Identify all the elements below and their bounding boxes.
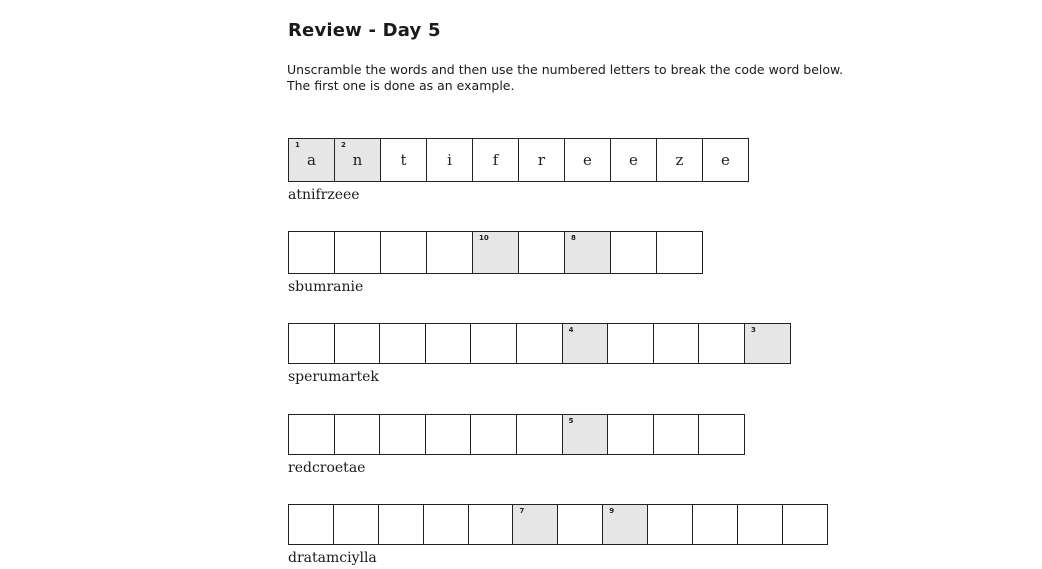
- letter-box[interactable]: [693, 504, 738, 545]
- letter-box[interactable]: [611, 138, 657, 182]
- letter-box-row: [288, 231, 703, 274]
- letter-box[interactable]: [426, 414, 472, 455]
- letter-box[interactable]: [654, 323, 700, 364]
- letter-box[interactable]: [657, 231, 703, 274]
- letter-box-row: [288, 138, 749, 182]
- code-number: 7: [519, 507, 525, 515]
- code-number: 2: [341, 141, 346, 149]
- box-letter: e: [583, 151, 592, 169]
- letter-box[interactable]: [380, 323, 426, 364]
- puzzle-3: [288, 323, 791, 385]
- puzzle-4: [288, 414, 745, 476]
- letter-box[interactable]: [699, 323, 745, 364]
- code-number: 1: [295, 141, 300, 149]
- letter-box[interactable]: [745, 323, 791, 364]
- letter-box[interactable]: [471, 414, 517, 455]
- letter-box[interactable]: [379, 504, 424, 545]
- box-letter: i: [447, 151, 452, 169]
- box-letter: e: [721, 151, 730, 169]
- letter-box[interactable]: [657, 138, 703, 182]
- letter-box[interactable]: [469, 504, 514, 545]
- letter-box[interactable]: [519, 138, 565, 182]
- code-number: 5: [568, 417, 574, 425]
- box-letter: z: [675, 151, 684, 169]
- letter-box[interactable]: [289, 231, 335, 274]
- letter-box[interactable]: [611, 231, 657, 274]
- letter-box[interactable]: [699, 414, 745, 455]
- letter-box[interactable]: [471, 323, 517, 364]
- code-number: 8: [571, 234, 576, 242]
- letter-box[interactable]: [513, 504, 558, 545]
- letter-box[interactable]: [380, 414, 426, 455]
- scrambled-word: dratamciylla: [288, 550, 377, 566]
- scrambled-word: atnifrzeee: [288, 187, 360, 203]
- letter-box[interactable]: [565, 231, 611, 274]
- code-number: 9: [609, 507, 615, 515]
- letter-box[interactable]: [783, 504, 828, 545]
- code-number: 4: [568, 326, 574, 334]
- letter-box[interactable]: [608, 323, 654, 364]
- letter-box[interactable]: [381, 231, 427, 274]
- code-number: 10: [479, 234, 489, 242]
- letter-box[interactable]: [381, 138, 427, 182]
- scrambled-word: redcroetae: [288, 460, 366, 476]
- letter-box[interactable]: [334, 504, 379, 545]
- puzzle-5: [288, 504, 828, 566]
- letter-box[interactable]: [603, 504, 648, 545]
- box-letter: n: [352, 151, 363, 169]
- puzzle-1: [288, 138, 749, 203]
- instruction-line: The first one is done as an example.: [287, 78, 515, 93]
- letter-box[interactable]: [426, 323, 472, 364]
- letter-box[interactable]: [289, 138, 335, 182]
- letter-box[interactable]: [558, 504, 603, 545]
- letter-box[interactable]: [517, 414, 563, 455]
- box-letter: a: [307, 151, 316, 169]
- letter-box[interactable]: [473, 231, 519, 274]
- letter-box-row: [288, 414, 745, 455]
- code-number: 3: [750, 326, 756, 334]
- letter-box[interactable]: [335, 138, 381, 182]
- instruction-line: Unscramble the words and then use the numbered letters to break the code word below.: [287, 62, 844, 77]
- box-letter: r: [537, 151, 546, 169]
- letter-box[interactable]: [565, 138, 611, 182]
- letter-box[interactable]: [335, 231, 381, 274]
- letter-box[interactable]: [427, 231, 473, 274]
- instructions: [287, 62, 843, 94]
- letter-box[interactable]: [563, 414, 609, 455]
- letter-box[interactable]: [427, 138, 473, 182]
- letter-box[interactable]: [335, 323, 381, 364]
- letter-box[interactable]: [473, 138, 519, 182]
- letter-box[interactable]: [519, 231, 565, 274]
- letter-box[interactable]: [289, 323, 335, 364]
- letter-box[interactable]: [648, 504, 693, 545]
- scrambled-word: sperumartek: [288, 369, 379, 385]
- box-letter: e: [629, 151, 638, 169]
- letter-box-row: [288, 323, 791, 364]
- letter-box[interactable]: [289, 504, 334, 545]
- box-letter: t: [400, 151, 407, 169]
- letter-box[interactable]: [335, 414, 381, 455]
- puzzle-2: [288, 231, 703, 295]
- letter-box[interactable]: [608, 414, 654, 455]
- letter-box-row: [288, 504, 828, 545]
- letter-box[interactable]: [654, 414, 700, 455]
- letter-box[interactable]: [563, 323, 609, 364]
- letter-box[interactable]: [424, 504, 469, 545]
- page-title: Review - Day 5: [288, 20, 441, 41]
- letter-box[interactable]: [738, 504, 783, 545]
- letter-box[interactable]: [517, 323, 563, 364]
- box-letter: f: [492, 151, 499, 169]
- letter-box[interactable]: [289, 414, 335, 455]
- letter-box[interactable]: [703, 138, 749, 182]
- scrambled-word: sbumranie: [288, 279, 364, 295]
